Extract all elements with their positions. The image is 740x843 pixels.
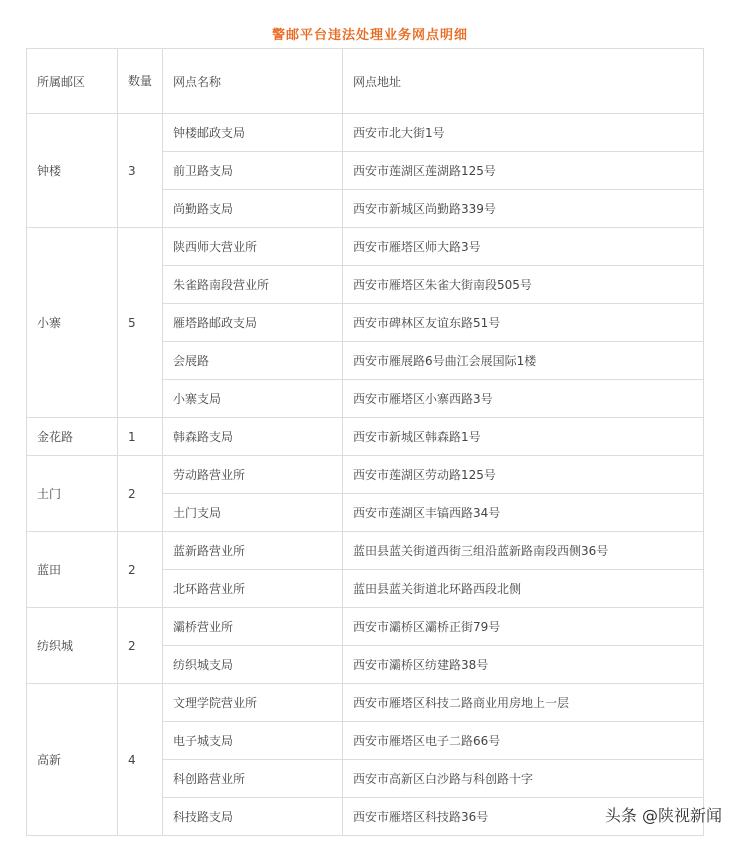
outlet-name-cell: 陕西师大营业所 xyxy=(163,228,343,266)
header-count: 数量 xyxy=(118,49,163,114)
district-cell: 纺织城 xyxy=(27,608,118,684)
outlet-name-cell: 电子城支局 xyxy=(163,722,343,760)
outlet-name-cell: 文理学院营业所 xyxy=(163,684,343,722)
address-cell: 西安市雁塔区科技二路商业用房地上一层 xyxy=(343,684,704,722)
address-cell: 西安市雁展路6号曲江会展国际1楼 xyxy=(343,342,704,380)
outlet-name-cell: 朱雀路南段营业所 xyxy=(163,266,343,304)
count-cell: 4 xyxy=(118,684,163,836)
district-cell: 钟楼 xyxy=(27,114,118,228)
table-body xyxy=(27,114,704,836)
address-cell: 西安市灞桥区纺建路38号 xyxy=(343,646,704,684)
outlet-name-cell: 前卫路支局 xyxy=(163,152,343,190)
address-cell: 西安市高新区白沙路与科创路十字 xyxy=(343,760,704,798)
outlet-name-cell: 土门支局 xyxy=(163,494,343,532)
outlet-name-cell: 科技路支局 xyxy=(163,798,343,836)
outlet-name-cell: 北环路营业所 xyxy=(163,570,343,608)
outlet-name-cell: 钟楼邮政支局 xyxy=(163,114,343,152)
count-cell: 1 xyxy=(118,418,163,456)
outlet-name-cell: 灞桥营业所 xyxy=(163,608,343,646)
table-row xyxy=(27,456,704,494)
count-cell: 2 xyxy=(118,456,163,532)
address-cell: 西安市雁塔区朱雀大街南段505号 xyxy=(343,266,704,304)
district-cell: 蓝田 xyxy=(27,532,118,608)
header-address: 网点地址 xyxy=(343,49,704,114)
outlet-name-cell: 劳动路营业所 xyxy=(163,456,343,494)
address-cell: 西安市雁塔区科技路36号 xyxy=(343,798,704,836)
outlet-name-cell: 雁塔路邮政支局 xyxy=(163,304,343,342)
district-cell: 小寨 xyxy=(27,228,118,418)
header-row xyxy=(27,49,704,114)
district-cell: 高新 xyxy=(27,684,118,836)
outlet-name-cell: 蓝新路营业所 xyxy=(163,532,343,570)
table-row xyxy=(27,418,704,456)
table-row xyxy=(27,684,704,722)
outlet-name-cell: 会展路 xyxy=(163,342,343,380)
header-outlet-name: 网点名称 xyxy=(163,49,343,114)
outlet-name-cell: 韩森路支局 xyxy=(163,418,343,456)
count-cell: 2 xyxy=(118,532,163,608)
table-row xyxy=(27,228,704,266)
address-cell: 西安市新城区韩森路1号 xyxy=(343,418,704,456)
table-row xyxy=(27,532,704,570)
table-title: 警邮平台违法处理业务网点明细 xyxy=(271,28,468,43)
outlet-name-cell: 小寨支局 xyxy=(163,380,343,418)
outlet-name-cell: 尚勤路支局 xyxy=(163,190,343,228)
address-cell: 西安市灞桥区灞桥正街79号 xyxy=(343,608,704,646)
table-row xyxy=(27,114,704,152)
address-cell: 蓝田县蓝关街道北环路西段北侧 xyxy=(343,570,704,608)
header-district: 所属邮区 xyxy=(27,49,118,114)
outlet-name-cell: 科创路营业所 xyxy=(163,760,343,798)
address-cell: 西安市莲湖区劳动路125号 xyxy=(343,456,704,494)
address-cell: 蓝田县蓝关街道西街三组沿蓝新路南段西侧36号 xyxy=(343,532,704,570)
district-cell: 金花路 xyxy=(27,418,118,456)
watermark: 头条 @陕视新闻 xyxy=(604,806,722,825)
address-cell: 西安市莲湖区莲湖路125号 xyxy=(343,152,704,190)
address-cell: 西安市碑林区友谊东路51号 xyxy=(343,304,704,342)
address-cell: 西安市雁塔区小寨西路3号 xyxy=(343,380,704,418)
address-cell: 西安市莲湖区丰镐西路34号 xyxy=(343,494,704,532)
outlet-name-cell: 纺织城支局 xyxy=(163,646,343,684)
count-cell: 5 xyxy=(118,228,163,418)
count-cell: 2 xyxy=(118,608,163,684)
table-row xyxy=(27,608,704,646)
district-cell: 土门 xyxy=(27,456,118,532)
address-cell: 西安市北大街1号 xyxy=(343,114,704,152)
outlet-table xyxy=(26,48,704,836)
address-cell: 西安市新城区尚勤路339号 xyxy=(343,190,704,228)
address-cell: 西安市雁塔区师大路3号 xyxy=(343,228,704,266)
count-cell: 3 xyxy=(118,114,163,228)
address-cell: 西安市雁塔区电子二路66号 xyxy=(343,722,704,760)
